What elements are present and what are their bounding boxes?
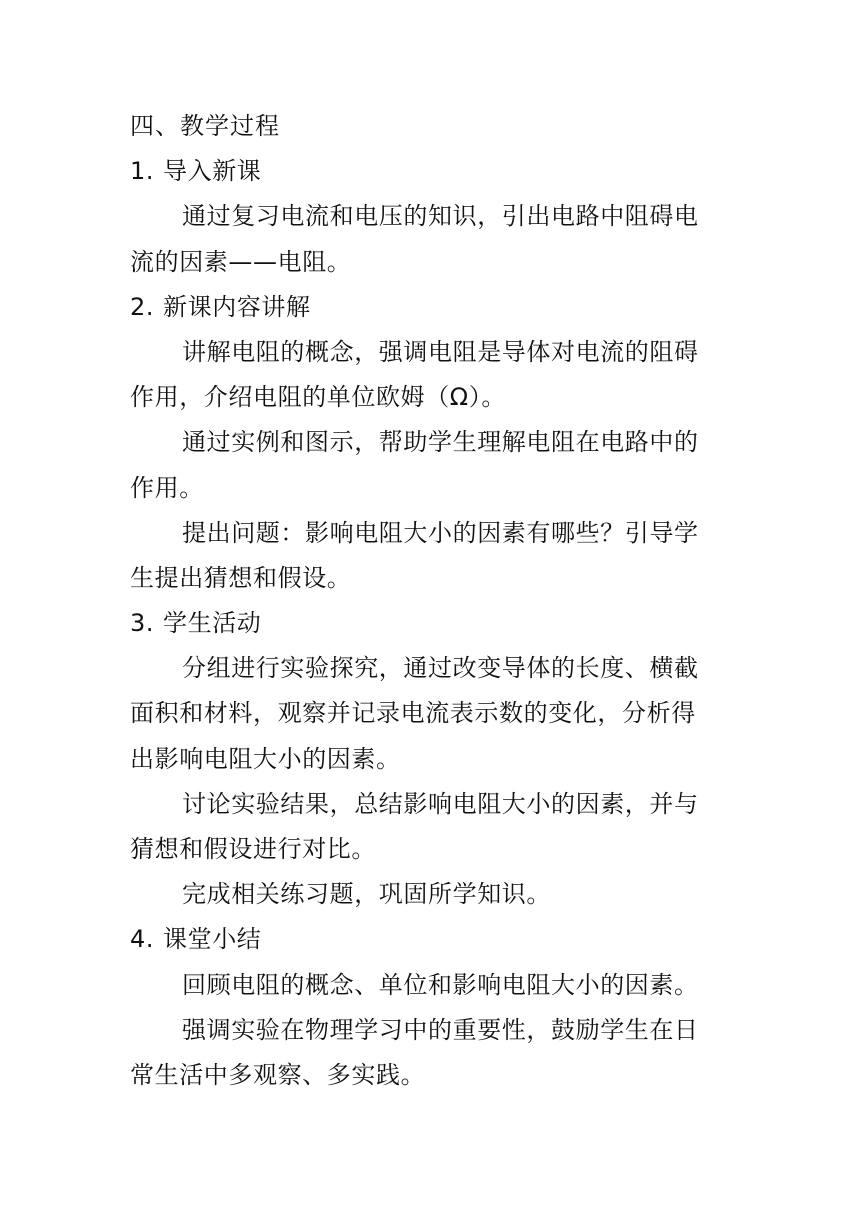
item-heading <box>130 149 730 194</box>
document-page <box>130 104 730 1098</box>
paragraph-line: 流的因素——电阻。 <box>130 247 352 276</box>
item-number: 4. <box>130 925 155 954</box>
paragraph <box>130 782 730 872</box>
paragraph-line: 讲解电阻的概念，强调电阻是导体对电流的阻碍 <box>182 337 699 366</box>
paragraph <box>130 194 730 284</box>
paragraph-line: 讨论实验结果，总结影响电阻大小的因素，并与 <box>182 789 699 818</box>
item-title: 新课内容讲解 <box>163 292 311 321</box>
item-title: 学生活动 <box>163 609 262 638</box>
paragraph-line: 作用，介绍电阻的单位欧姆（Ω）。 <box>130 383 506 412</box>
paragraph-line: 生提出猜想和假设。 <box>130 563 352 592</box>
item-heading <box>130 601 730 646</box>
item-heading <box>130 285 730 330</box>
paragraph-line: 通过复习电流和电压的知识，引出电路中阻碍电 <box>182 202 699 231</box>
item-number: 2. <box>130 292 155 321</box>
item-title: 导入新课 <box>163 157 262 186</box>
paragraph-line: 强调实验在物理学习中的重要性，鼓励学生在日 <box>182 1015 699 1044</box>
paragraph <box>130 872 730 917</box>
paragraph-line: 回顾电阻的概念、单位和影响电阻大小的因素。 <box>182 970 699 999</box>
item-heading <box>130 917 730 962</box>
item-number: 3. <box>130 609 155 638</box>
paragraph <box>130 420 730 510</box>
paragraph-line: 完成相关练习题，巩固所学知识。 <box>182 880 551 909</box>
paragraph-line: 作用。 <box>130 473 204 502</box>
item-title: 课堂小结 <box>163 925 262 954</box>
paragraph-line: 提出问题：影响电阻大小的因素有哪些？引导学 <box>182 518 699 547</box>
paragraph <box>130 330 730 420</box>
paragraph-line: 常生活中多观察、多实践。 <box>130 1060 426 1089</box>
paragraph-line: 猜想和假设进行对比。 <box>130 835 376 863</box>
paragraph-line: 通过实例和图示，帮助学生理解电阻在电路中的 <box>182 428 699 457</box>
paragraph <box>130 1008 730 1098</box>
paragraph <box>130 511 730 601</box>
paragraph <box>130 963 730 1008</box>
paragraph-line: 分组进行实验探究，通过改变导体的长度、横截 <box>182 654 699 683</box>
section-title: 四、教学过程 <box>130 112 280 140</box>
paragraph-line: 出影响电阻大小的因素。 <box>130 744 401 773</box>
paragraph-line: 面积和材料，观察并记录电流表示数的变化，分析得 <box>130 699 696 728</box>
item-number: 1. <box>130 157 155 186</box>
paragraph <box>130 646 730 782</box>
